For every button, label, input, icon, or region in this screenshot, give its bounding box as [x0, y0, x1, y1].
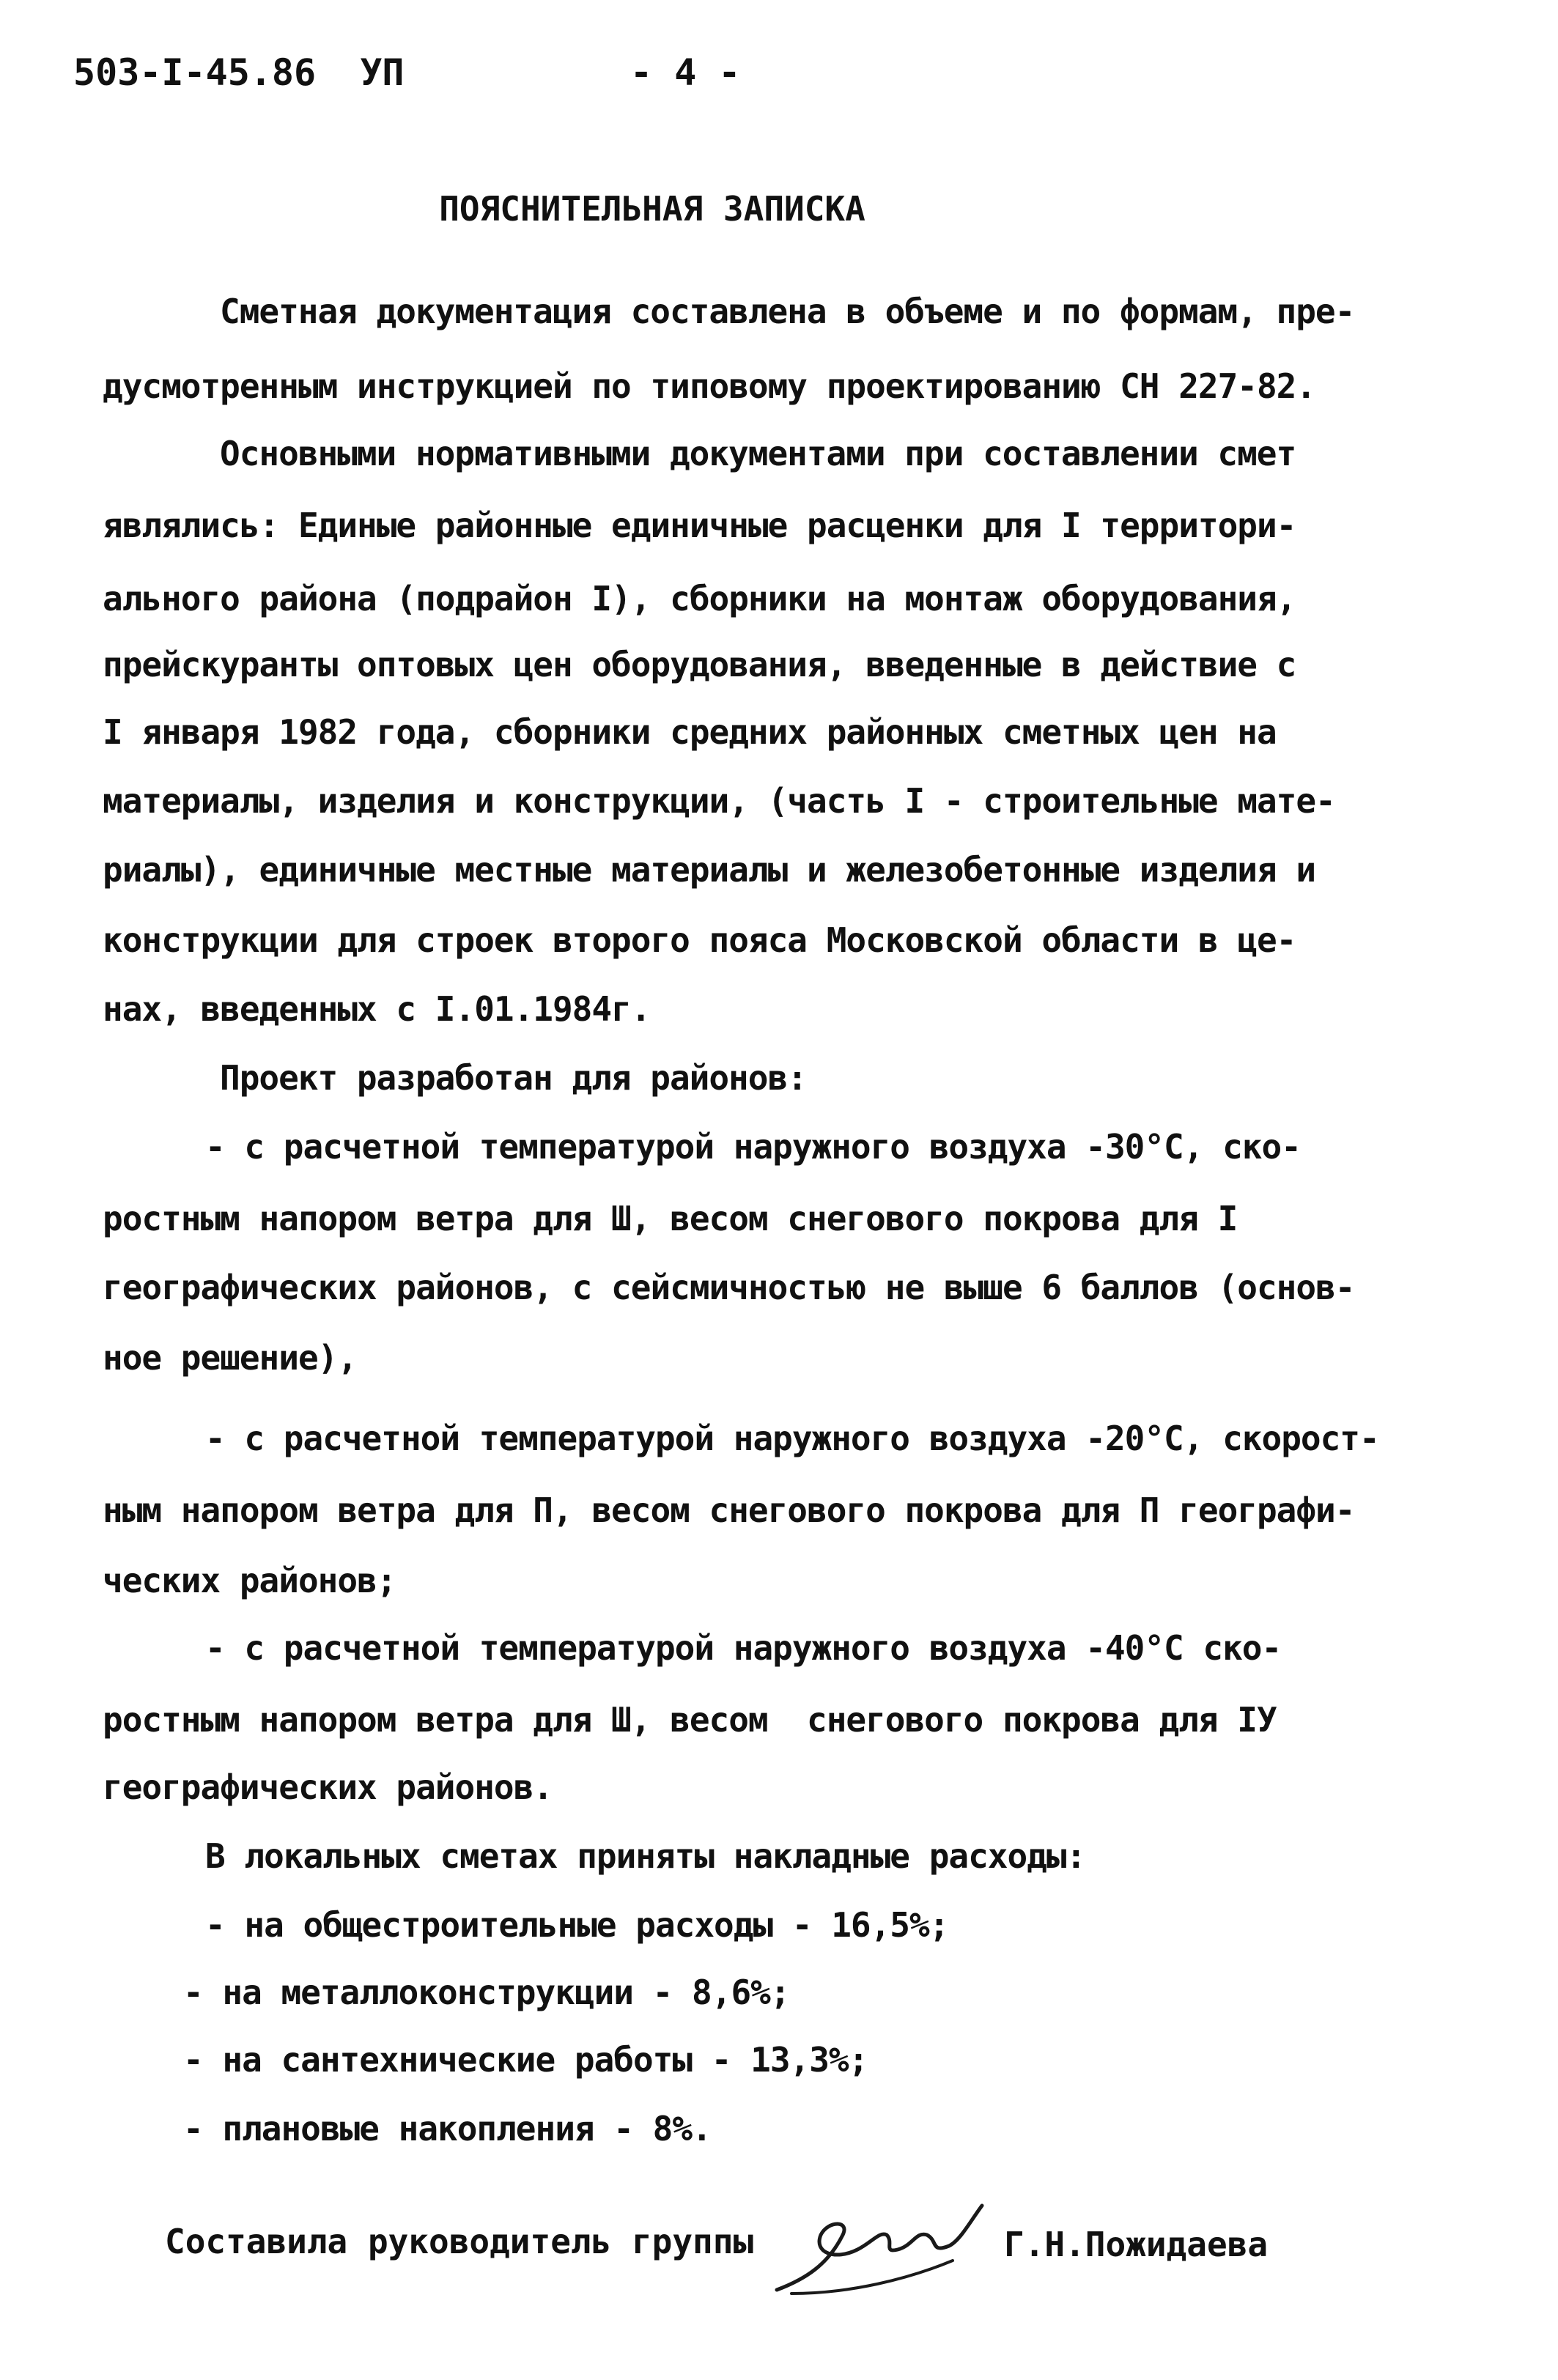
handwritten-signature: [762, 2191, 1011, 2301]
document-code: 503-I-45.86 УП: [73, 51, 405, 94]
text-line: - на общестроительные расходы - 16,5%;: [205, 1905, 949, 1945]
text-line: риалы), единичные местные материалы и железобетонные изделия и: [103, 850, 1316, 890]
text-line: прейскуранты оптовых цен оборудования, введенные в действие с: [103, 645, 1296, 684]
text-line: ростным напором ветра для Ш, весом снегового покрова для IУ: [103, 1700, 1277, 1740]
text-line: географических районов.: [103, 1767, 553, 1807]
text-line: - плановые накопления - 8%.: [183, 2109, 712, 2148]
text-line: - с расчетной температурой наружного воздуха -20°С, скорост-: [205, 1419, 1379, 1458]
text-line: ального района (подрайон I), сборники на монтаж оборудования,: [103, 579, 1296, 618]
text-line: Проект разработан для районов:: [220, 1058, 807, 1098]
text-line: являлись: Единые районные единичные расценки для I территори-: [103, 506, 1296, 545]
text-line: дусмотренным инструкцией по типовому проектированию СН 227-82.: [103, 366, 1316, 406]
text-line: Сметная документация составлена в объеме и по формам, пре-: [220, 292, 1355, 331]
text-line: I января 1982 года, сборники средних районных сметных цен на: [103, 712, 1277, 752]
text-line: материалы, изделия и конструкции, (часть I - строительные мате-: [103, 781, 1335, 821]
text-line: конструкции для строек второго пояса Московской области в це-: [103, 920, 1296, 960]
page-title: ПОЯСНИТЕЛЬНАЯ ЗАПИСКА: [439, 189, 865, 229]
page-number: - 4 -: [630, 51, 741, 94]
text-line: - с расчетной температурой наружного воздуха -30°С, ско-: [205, 1127, 1301, 1167]
text-line: Основными нормативными документами при составлении смет: [220, 434, 1296, 473]
text-line: - на металлоконструкции - 8,6%;: [183, 1973, 790, 2012]
text-line: географических районов, с сейсмичностью не выше 6 баллов (основ-: [103, 1268, 1355, 1307]
text-line: ческих районов;: [103, 1561, 396, 1600]
text-line: - на сантехнические работы - 13,3%;: [183, 2040, 868, 2080]
text-line: нах, введенных с I.01.1984г.: [103, 989, 651, 1029]
text-line: ростным напором ветра для Ш, весом снегового покрова для I: [103, 1199, 1238, 1238]
text-line: В локальных сметах приняты накладные расходы:: [205, 1836, 1086, 1876]
text-line: - с расчетной температурой наружного воздуха -40°С ско-: [205, 1628, 1282, 1668]
signatory-name: Г.Н.Пожидаева: [1004, 2225, 1269, 2264]
text-line: ным напором ветра для П, весом снегового покрова для П географи-: [103, 1490, 1355, 1530]
text-line: ное решение),: [103, 1338, 358, 1378]
signature-label: Составила руководитель группы: [165, 2222, 754, 2261]
